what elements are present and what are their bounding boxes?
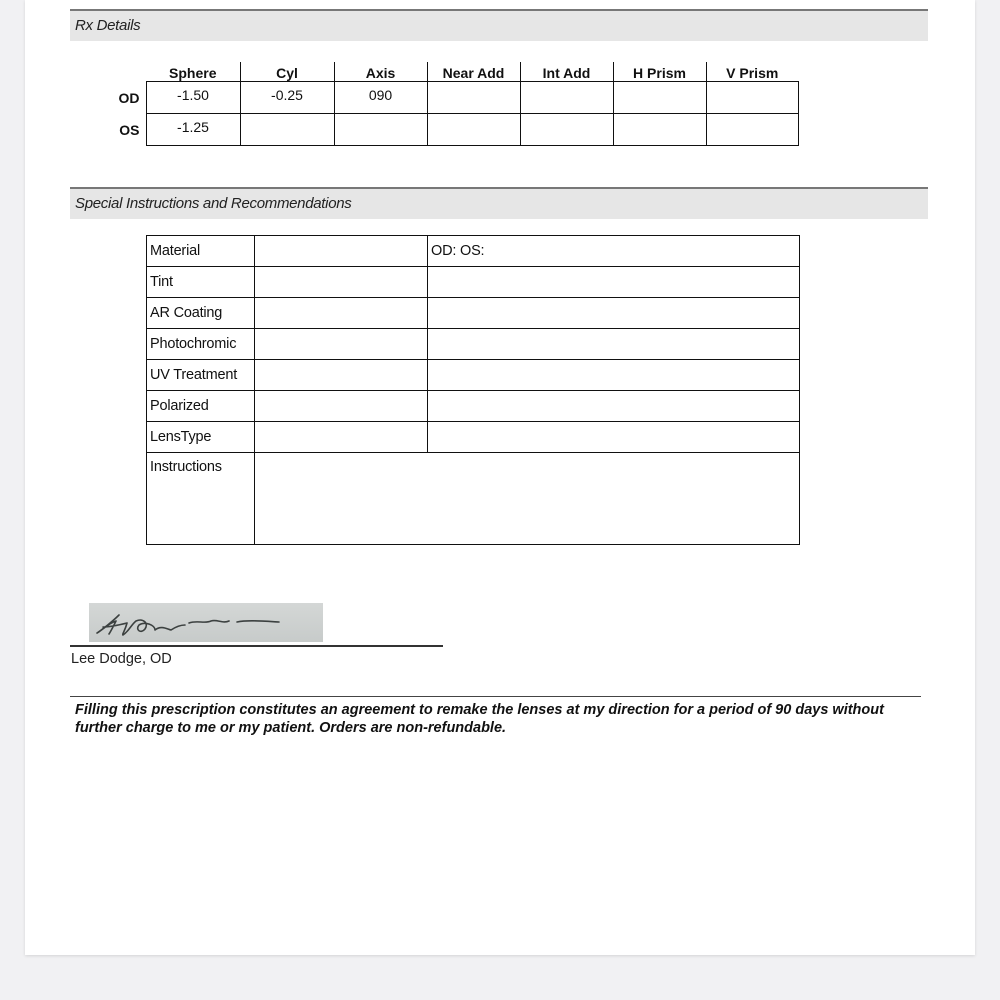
si-label: LensType <box>147 422 255 453</box>
rx-details-header: Rx Details <box>70 9 928 41</box>
si-value <box>255 360 428 391</box>
special-instructions-table <box>146 235 800 545</box>
instructions-field <box>255 453 800 545</box>
rx-table <box>105 62 799 146</box>
disclaimer-text: Filling this prescription constitutes an agreement to remake the lenses at my direction for a period of 90 days without further charge to me or my patient. Orders are non-refundable. <box>75 702 884 736</box>
si-label: Material <box>147 236 255 267</box>
si-note <box>428 422 800 453</box>
rx-row-os <box>105 113 798 145</box>
si-row-material <box>147 236 800 267</box>
rx-od-sphere: -1.50 <box>146 81 240 113</box>
si-note <box>428 360 800 391</box>
si-note <box>428 298 800 329</box>
rx-od-near-add <box>427 81 520 113</box>
special-instructions-header: Special Instructions and Recommendations <box>70 187 928 219</box>
rx-os-near-add <box>427 113 520 145</box>
document-page <box>25 0 975 955</box>
si-label: Tint <box>147 267 255 298</box>
rx-eye-label: OS <box>119 122 140 138</box>
rx-row-od <box>105 81 798 113</box>
rx-col-int-add: Int Add <box>520 62 613 81</box>
disclaimer-divider <box>70 696 921 697</box>
signer-name: Lee Dodge, OD <box>71 651 172 667</box>
si-row-photochromic <box>147 329 800 360</box>
rx-os-v-prism <box>706 113 798 145</box>
rx-col-near-add: Near Add <box>427 62 520 81</box>
si-label: Instructions <box>147 453 255 545</box>
rx-os-h-prism <box>613 113 706 145</box>
rx-od-int-add <box>520 81 613 113</box>
rx-col-h-prism: H Prism <box>613 62 706 81</box>
rx-col-sphere: Sphere <box>146 62 240 81</box>
si-value <box>255 422 428 453</box>
si-label: Polarized <box>147 391 255 422</box>
si-note: OD: OS: <box>428 236 800 267</box>
rx-os-sphere: -1.25 <box>146 113 240 145</box>
rx-os-int-add <box>520 113 613 145</box>
rx-col-v-prism: V Prism <box>706 62 798 81</box>
si-label: UV Treatment <box>147 360 255 391</box>
rx-od-h-prism <box>613 81 706 113</box>
signature-line <box>70 645 443 647</box>
si-label: Photochromic <box>147 329 255 360</box>
si-row-tint <box>147 267 800 298</box>
si-value <box>255 329 428 360</box>
rx-corner <box>105 62 146 81</box>
si-note <box>428 267 800 298</box>
rx-eye-label: OD <box>118 90 140 106</box>
rx-os-axis <box>334 113 427 145</box>
rx-header-row <box>105 62 798 81</box>
si-value <box>255 236 428 267</box>
si-row-uv-treatment <box>147 360 800 391</box>
rx-col-cyl: Cyl <box>240 62 334 81</box>
rx-od-cyl: -0.25 <box>240 81 334 113</box>
signature-image <box>89 603 323 642</box>
si-value <box>255 391 428 422</box>
si-note <box>428 391 800 422</box>
si-row-ar-coating <box>147 298 800 329</box>
si-value <box>255 298 428 329</box>
si-row-instructions <box>147 453 800 545</box>
si-row-polarized <box>147 391 800 422</box>
rx-od-axis: 090 <box>334 81 427 113</box>
si-label: AR Coating <box>147 298 255 329</box>
signature-scribble <box>89 603 323 642</box>
rx-os-cyl <box>240 113 334 145</box>
si-row-lens-type <box>147 422 800 453</box>
si-note <box>428 329 800 360</box>
si-value <box>255 267 428 298</box>
rx-od-v-prism <box>706 81 798 113</box>
rx-col-axis: Axis <box>334 62 427 81</box>
